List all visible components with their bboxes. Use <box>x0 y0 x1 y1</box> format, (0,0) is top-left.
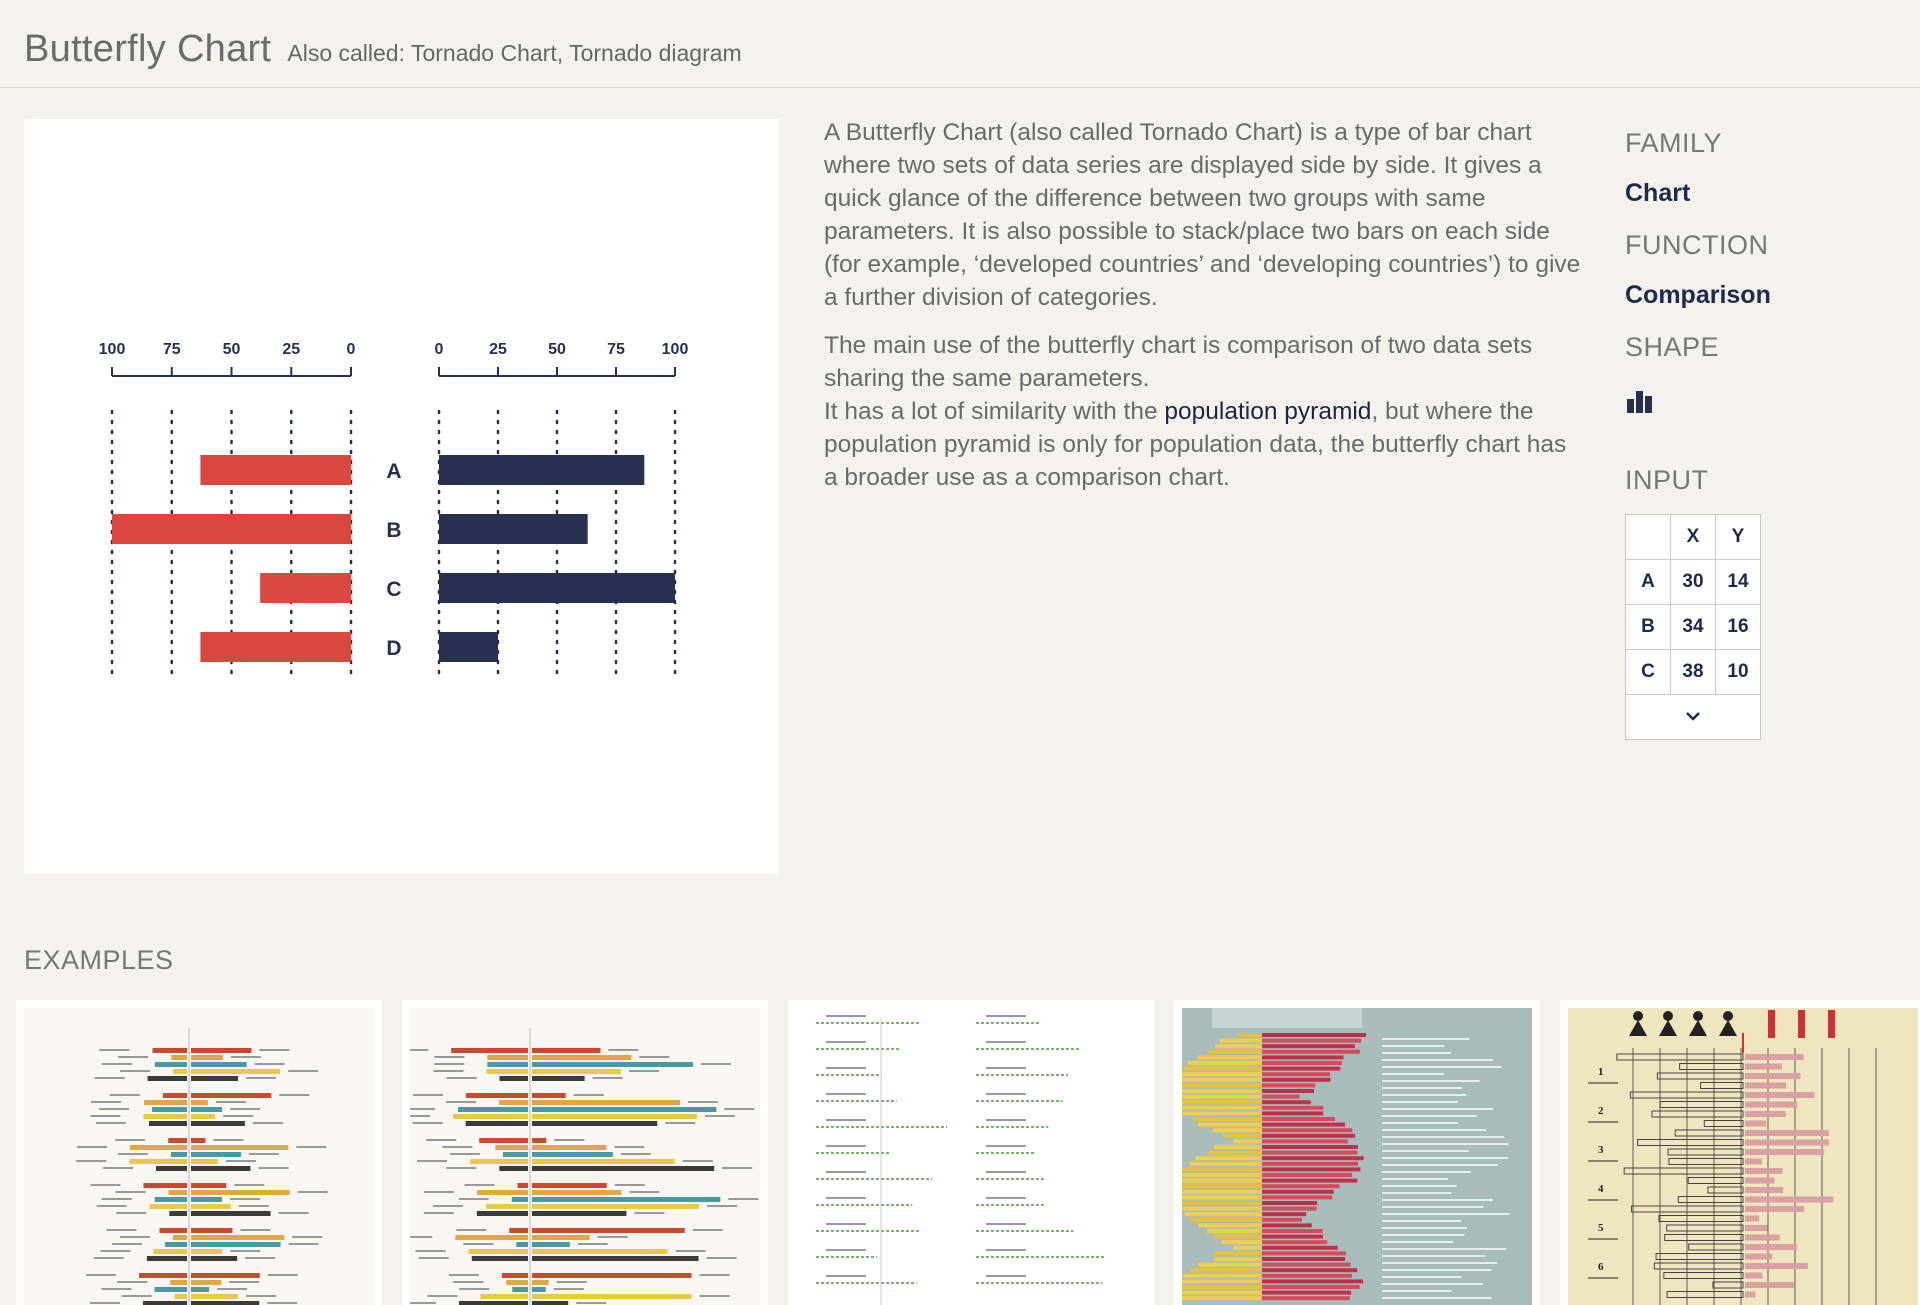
category-label: D <box>386 637 402 660</box>
chart-preview <box>24 119 779 874</box>
input-header-cell: Y <box>1716 515 1761 560</box>
function-label: FUNCTION <box>1625 230 1769 260</box>
input-cell: 30 <box>1671 560 1716 605</box>
right-bar <box>439 455 644 485</box>
right-tick-label: 0 <box>434 341 444 358</box>
right-tick-label: 50 <box>548 341 566 358</box>
input-table-row <box>1626 605 1761 650</box>
left-tick-label: 100 <box>98 341 126 358</box>
chevron-down-icon <box>1684 710 1702 722</box>
also-called: Also called: Tornado Chart, Tornado diagram <box>287 40 742 66</box>
example-image-5 <box>1568 1008 1918 1305</box>
example-thumbnail-5[interactable] <box>1560 1000 1920 1305</box>
description-text-c: , but where the population pyramid is only for population data, the butterfly chart has a broader use as a comparison chart. <box>824 398 1567 491</box>
input-cell: A <box>1626 560 1671 605</box>
input-cell: B <box>1626 605 1671 650</box>
input-cell: 14 <box>1716 560 1761 605</box>
population-pyramid-link[interactable]: population pyramid <box>1164 398 1372 425</box>
left-bar <box>260 573 351 603</box>
category-label: C <box>386 578 402 601</box>
category-label: B <box>386 519 402 542</box>
input-cell: 10 <box>1716 650 1761 695</box>
left-tick-label: 75 <box>162 341 181 358</box>
example-thumbnail-2[interactable] <box>402 1000 768 1305</box>
svg-text:1: 1 <box>1598 1066 1604 1078</box>
description-text-b: It has a lot of similarity with the <box>824 398 1165 425</box>
svg-text:3: 3 <box>1598 1144 1604 1156</box>
input-label: INPUT <box>1625 465 1709 495</box>
family-label: FAMILY <box>1625 128 1723 158</box>
page-header <box>0 0 1920 88</box>
left-tick-label: 50 <box>222 341 241 358</box>
right-bar <box>439 514 588 544</box>
description-paragraph-1: A Butterfly Chart (also called Tornado Chart) is a type of bar chart where two sets of data series are displayed side by side. It gives a quick glance of the difference between two groups with same parameters. It is also possible to stack/place two bars on each side (for example, ‘developed countries’ and ‘developing countries’) to give a further division of categories. <box>824 119 1581 311</box>
family-value[interactable]: Chart <box>1625 179 1691 207</box>
left-bar <box>200 455 351 485</box>
category-label: A <box>386 460 402 483</box>
example-image-1 <box>24 1008 374 1305</box>
right-tick-label: 100 <box>661 341 689 358</box>
svg-text:5: 5 <box>1598 1222 1604 1234</box>
right-bar <box>439 573 675 603</box>
right-bar <box>439 632 498 662</box>
description-text-a: The main use of the butterfly chart is comparison of two data sets sharing the same parameters. <box>824 332 1533 392</box>
input-cell: 34 <box>1671 605 1716 650</box>
svg-text:6: 6 <box>1598 1261 1604 1273</box>
input-cell: C <box>1626 650 1671 695</box>
input-header-cell <box>1626 515 1671 560</box>
input-table-row <box>1626 650 1761 695</box>
right-tick-label: 25 <box>489 341 507 358</box>
side-panel <box>1625 128 1895 740</box>
left-bar <box>112 514 351 544</box>
bar-chart-icon[interactable] <box>1625 389 1655 415</box>
input-table-row <box>1626 560 1761 605</box>
description-paragraph-2 <box>824 329 1584 494</box>
butterfly-chart <box>24 119 779 874</box>
example-image-2 <box>410 1008 760 1305</box>
function-value[interactable]: Comparison <box>1625 281 1771 309</box>
expand-table-button[interactable] <box>1626 695 1761 740</box>
shape-label: SHAPE <box>1625 332 1720 362</box>
left-bar <box>200 632 351 662</box>
examples-title: EXAMPLES <box>24 945 174 975</box>
left-tick-label: 0 <box>346 341 356 358</box>
example-thumbnail-3[interactable] <box>788 1000 1154 1305</box>
svg-text:2: 2 <box>1598 1105 1604 1117</box>
left-tick-label: 25 <box>282 341 301 358</box>
example-thumbnail-1[interactable] <box>16 1000 382 1305</box>
svg-text:4: 4 <box>1598 1183 1604 1195</box>
input-table-header <box>1626 515 1761 560</box>
input-cell: 38 <box>1671 650 1716 695</box>
input-header-cell: X <box>1671 515 1716 560</box>
examples-gallery <box>16 1000 1916 1305</box>
example-thumbnail-4[interactable] <box>1174 1000 1540 1305</box>
description <box>824 116 1584 509</box>
page-title: Butterfly Chart <box>24 28 272 70</box>
example-image-3 <box>796 1008 1146 1305</box>
input-cell: 16 <box>1716 605 1761 650</box>
input-table <box>1625 514 1761 740</box>
right-tick-label: 75 <box>607 341 625 358</box>
example-image-4 <box>1182 1008 1532 1305</box>
input-table-expand-row[interactable] <box>1626 695 1761 740</box>
